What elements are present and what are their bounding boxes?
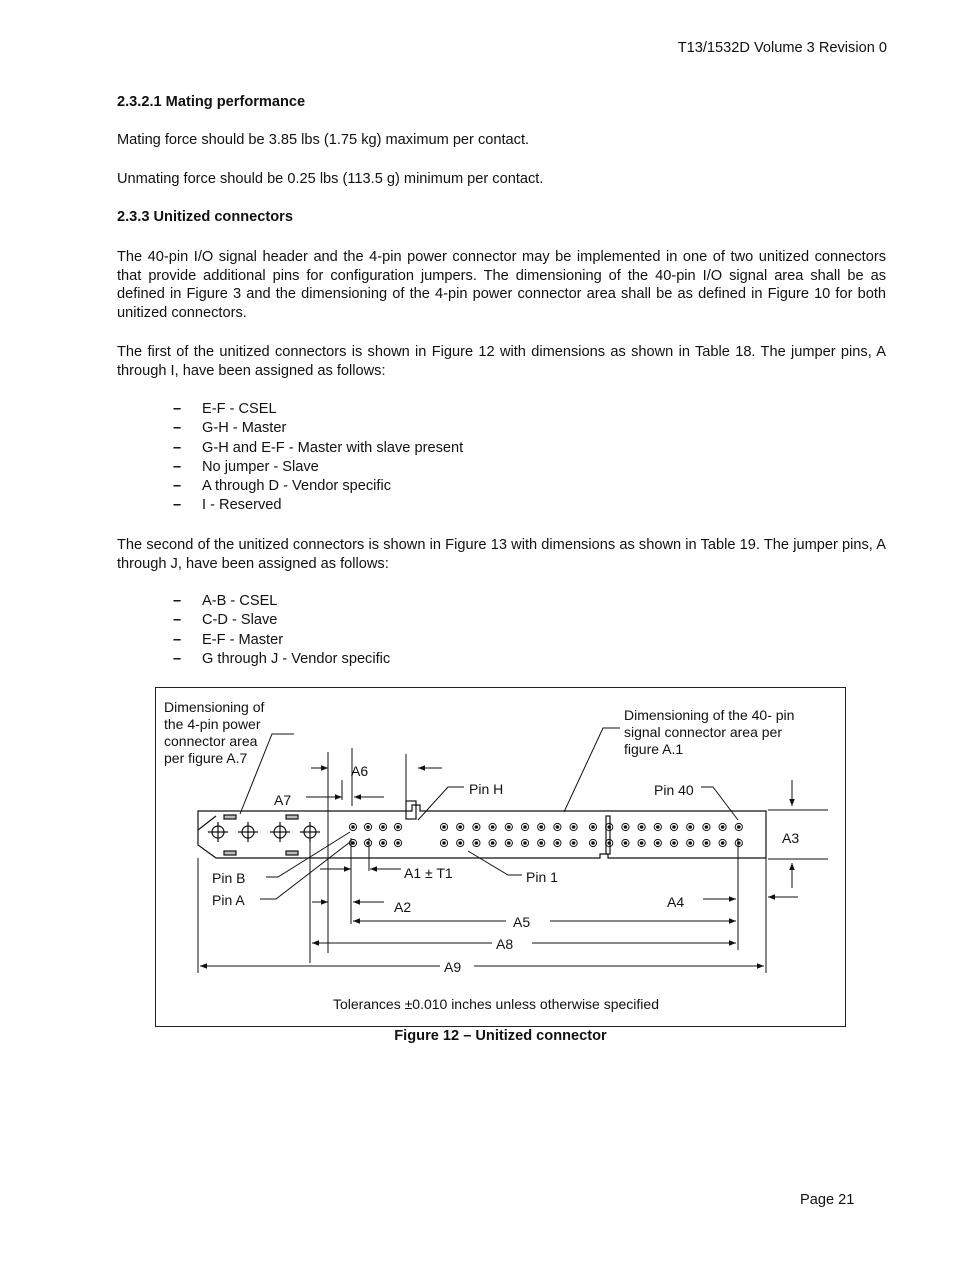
connector-pin bbox=[505, 839, 512, 846]
pin-40-label: Pin 40 bbox=[654, 782, 694, 798]
list-item: – A through D - Vendor specific bbox=[173, 477, 463, 496]
paragraph-second-connector: The second of the unitized connectors is shown in Figure 13 with dimensions as shown in Table 19. The jumper pins, A through J, have been assigned as follows: bbox=[117, 537, 886, 572]
connector-pin bbox=[538, 839, 545, 846]
connector-pin bbox=[638, 823, 645, 830]
list-item: – C-D - Slave bbox=[173, 611, 390, 630]
connector-figure bbox=[155, 687, 846, 1027]
page-number: Page 21 bbox=[800, 1192, 855, 1208]
pin-1-label: Pin 1 bbox=[526, 869, 558, 885]
paragraph-unmating-force: Unmating force should be 0.25 lbs (113.5 g) minimum per contact. bbox=[117, 171, 544, 187]
connector-pin bbox=[638, 839, 645, 846]
connector-pin bbox=[735, 823, 742, 830]
dim-label-a6: A6 bbox=[351, 763, 369, 779]
connector-pin bbox=[622, 839, 629, 846]
connector-pin bbox=[703, 823, 710, 830]
connector-pin bbox=[554, 839, 561, 846]
connector-pin bbox=[394, 839, 401, 846]
power-pin bbox=[270, 822, 290, 842]
connector-pin bbox=[473, 823, 480, 830]
paragraph-unitized-intro: The 40-pin I/O signal header and the 4-pin power connector may be implemented in one of two unitized connectors that provide additional pins for configuration jumpers. The dimensioning of the 40-pin I/O signal area shall be as defined in Figure 3 and the dimensioning of the 4-pin power connector area shall be as defined in Figure 10 for both unitized connectors. bbox=[117, 249, 886, 321]
connector-pin bbox=[654, 823, 661, 830]
dim-label-a4: A4 bbox=[667, 894, 685, 910]
paragraph-mating-force: Mating force should be 3.85 lbs (1.75 kg) maximum per contact. bbox=[117, 132, 530, 148]
jumper-list-first bbox=[173, 400, 463, 516]
connector-pin bbox=[538, 823, 545, 830]
power-pin bbox=[208, 822, 228, 842]
list-item: – E-F - CSEL bbox=[173, 400, 463, 419]
signal-area-label: Dimensioning of the 40- pin bbox=[624, 707, 795, 723]
connector-pin bbox=[349, 839, 356, 846]
connector-pin bbox=[719, 823, 726, 830]
connector-pin bbox=[670, 839, 677, 846]
list-item: – No jumper - Slave bbox=[173, 458, 463, 477]
document-header: T13/1532D Volume 3 Revision 0 bbox=[677, 40, 887, 56]
list-item: – G-H and E-F - Master with slave present bbox=[173, 439, 463, 458]
connector-pin bbox=[589, 839, 596, 846]
power-area-label: Dimensioning of bbox=[164, 699, 265, 715]
connector-pin bbox=[622, 823, 629, 830]
section-heading-unitized: 2.3.3 Unitized connectors bbox=[117, 209, 293, 225]
connector-pin bbox=[489, 839, 496, 846]
connector-pin bbox=[589, 823, 596, 830]
connector-pin bbox=[687, 839, 694, 846]
figure-caption: Figure 12 – Unitized connector bbox=[394, 1028, 607, 1044]
list-item: – G through J - Vendor specific bbox=[173, 650, 390, 669]
connector-pin bbox=[364, 823, 371, 830]
connector-pin bbox=[364, 839, 371, 846]
paragraph-first-connector: The first of the unitized connectors is shown in Figure 12 with dimensions as shown in Table 18. The jumper pins, A through I, have been assigned as follows: bbox=[117, 344, 886, 379]
connector-pin bbox=[554, 823, 561, 830]
connector-pin bbox=[570, 839, 577, 846]
connector-pin bbox=[654, 839, 661, 846]
dim-label-a8: A8 bbox=[496, 936, 514, 952]
signal-area-label: figure A.1 bbox=[624, 741, 684, 757]
pin-a-label: Pin A bbox=[212, 892, 245, 908]
dim-label-a2: A2 bbox=[394, 899, 412, 915]
jumper-list-second bbox=[173, 592, 390, 669]
connector-body bbox=[198, 801, 766, 858]
power-pins bbox=[208, 822, 320, 842]
power-pin bbox=[238, 822, 258, 842]
signal-area-label: signal connector area per bbox=[624, 724, 782, 740]
pin-h-label: Pin H bbox=[469, 781, 504, 797]
connector-pin bbox=[505, 823, 512, 830]
connector-pin bbox=[489, 823, 496, 830]
connector-pin bbox=[379, 839, 386, 846]
dim-label-a1-t1: A1 ± T1 bbox=[404, 865, 453, 881]
dim-label-a9: A9 bbox=[444, 959, 462, 975]
dim-label-a5: A5 bbox=[513, 914, 531, 930]
connector-pin bbox=[719, 839, 726, 846]
connector-pin bbox=[394, 823, 401, 830]
connector-pin bbox=[521, 839, 528, 846]
pin-grid bbox=[349, 823, 742, 846]
connector-pin bbox=[570, 823, 577, 830]
list-item: – E-F - Master bbox=[173, 631, 390, 650]
connector-pin bbox=[379, 823, 386, 830]
list-item: – G-H - Master bbox=[173, 419, 463, 438]
list-item: – A-B - CSEL bbox=[173, 592, 390, 611]
dim-label-a7: A7 bbox=[274, 792, 292, 808]
connector-pin bbox=[521, 823, 528, 830]
power-area-label: per figure A.7 bbox=[164, 750, 248, 766]
connector-pin bbox=[457, 839, 464, 846]
power-area-label: connector area bbox=[164, 733, 258, 749]
list-item: – I - Reserved bbox=[173, 496, 463, 515]
connector-pin bbox=[687, 823, 694, 830]
connector-pin bbox=[703, 839, 710, 846]
connector-pin bbox=[440, 839, 447, 846]
connector-pin bbox=[735, 839, 742, 846]
dim-label-a3: A3 bbox=[782, 830, 800, 846]
connector-pin bbox=[349, 823, 356, 830]
connector-pin bbox=[457, 823, 464, 830]
pin-b-label: Pin B bbox=[212, 870, 246, 886]
connector-pin bbox=[473, 839, 480, 846]
section-heading-mating: 2.3.2.1 Mating performance bbox=[117, 94, 306, 110]
connector-pin bbox=[440, 823, 447, 830]
power-area-label: the 4-pin power bbox=[164, 716, 261, 732]
connector-diagram bbox=[156, 688, 845, 1026]
connector-pin bbox=[670, 823, 677, 830]
tolerance-note: Tolerances ±0.010 inches unless otherwise specified bbox=[333, 996, 659, 1012]
